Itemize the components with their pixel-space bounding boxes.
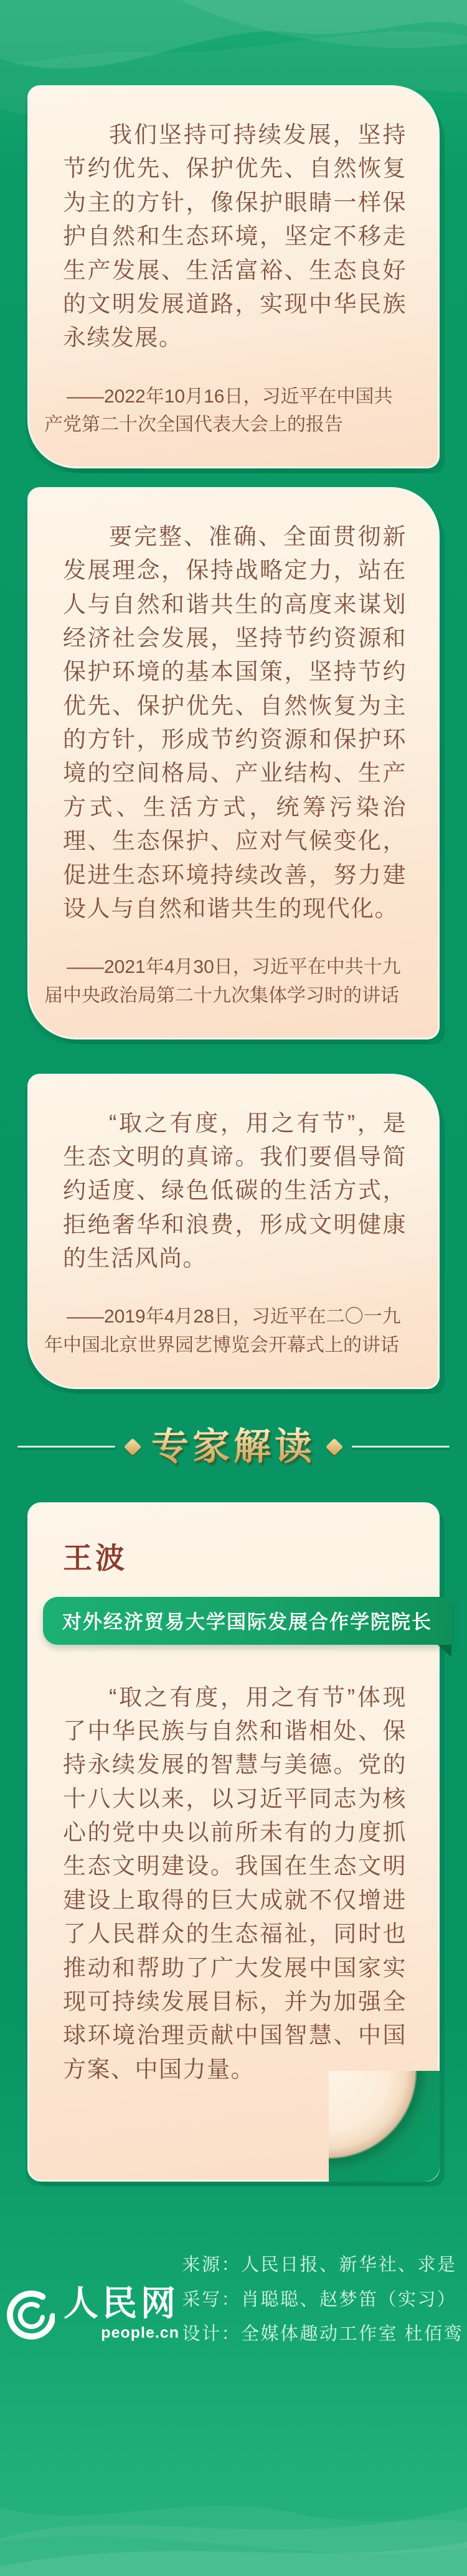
credit-writers: 采写：肖聪聪、赵梦笛（实习） — [182, 2289, 457, 2310]
quote-text: 我们坚持可持续发展，坚持节约优先、保护优先、自然恢复为主的方针，像保护眼睛一样保护自然和生态环境，坚定不移走生产发展、生活富裕、生态良好的文明发展道路，实现中华民族永续发展。 — [63, 122, 407, 351]
diamond-icon — [326, 1438, 343, 1455]
logo-chinese-name: 人民网 — [63, 2285, 179, 2324]
expert-affiliation-label: 对外经济贸易大学国际发展合作学院院长 — [62, 1611, 432, 1633]
background-waves-bottom-decoration — [0, 2414, 467, 2576]
expert-commentary-card — [27, 1502, 440, 2182]
header-line-left — [17, 1446, 115, 1448]
credits-block — [182, 2248, 463, 2352]
expert-name: 王波 — [63, 1541, 128, 1574]
header-line-right — [352, 1446, 450, 1448]
section-header-expert-interpretation — [17, 1426, 450, 1467]
logo-domain: people.cn — [101, 2324, 179, 2342]
people-cn-logo — [4, 2286, 179, 2342]
banner-fold-decoration — [438, 1645, 451, 1657]
quote-attribution: ——2022年10月16日，习近平在中国共产党第二十次全国代表大会上的报告 — [44, 386, 393, 435]
credit-source: 来源：人民日报、新华社、求是 — [182, 2255, 457, 2276]
quote-card-2022 — [27, 85, 440, 468]
quote-attribution: ——2021年4月30日，习近平在中共十九届中央政治局第二十九次集体学习时的讲话 — [44, 957, 401, 1006]
logo-text — [64, 2286, 179, 2342]
quote-text: “取之有度，用之有节”，是生态文明的真谛。我们要倡导简约适度、绿色低碳的生活方式，拒绝奢华和浪费，形成文明健康的生活风尚。 — [63, 1110, 407, 1271]
section-title: 专家解读 — [151, 1426, 316, 1467]
expert-affiliation-banner — [43, 1597, 451, 1645]
quote-card-2021 — [27, 487, 440, 1039]
diamond-icon — [124, 1438, 141, 1455]
quote-card-2019 — [27, 1074, 440, 1389]
page-curl-decoration — [329, 2071, 440, 2182]
people-cn-logo-icon — [4, 2289, 55, 2340]
footer — [0, 2216, 467, 2427]
expert-commentary-text: “取之有度，用之有节”体现了中华民族与自然和谐相处、保持永续发展的智慧与美德。党的十八大以来，以习近平同志为核心的党中央以前所未有的力度抓生态文明建设。我国在生态文明建设上取得的巨大成就不仅增进了人民群众的生态福祉，同时也推动和帮助了广大发展中国家实现可持续发展目标，并为加强全球环境治理贡献中国智慧、中国方案、中国力量。 — [63, 1684, 407, 2082]
quote-text: 要完整、准确、全面贯彻新发展理念，保持战略定力，站在人与自然和谐共生的高度来谋划经济社会发展，坚持节约资源和保护环境的基本国策，坚持节约优先、保护优先、自然恢复为主的方针，形成节约资源和保护环境的空间格局、产业结构、生产方式、生活方式，统筹污染治理、生态保护、应对气候变化，促进生态环境持续改善，努力建设人与自然和谐共生的现代化。 — [63, 523, 407, 921]
credit-design: 设计：全媒体趣动工作室 杜佰鸾 — [182, 2324, 463, 2345]
quote-attribution: ——2019年4月28日，习近平在二〇一九年中国北京世界园艺博览会开幕式上的讲话 — [44, 1306, 401, 1355]
